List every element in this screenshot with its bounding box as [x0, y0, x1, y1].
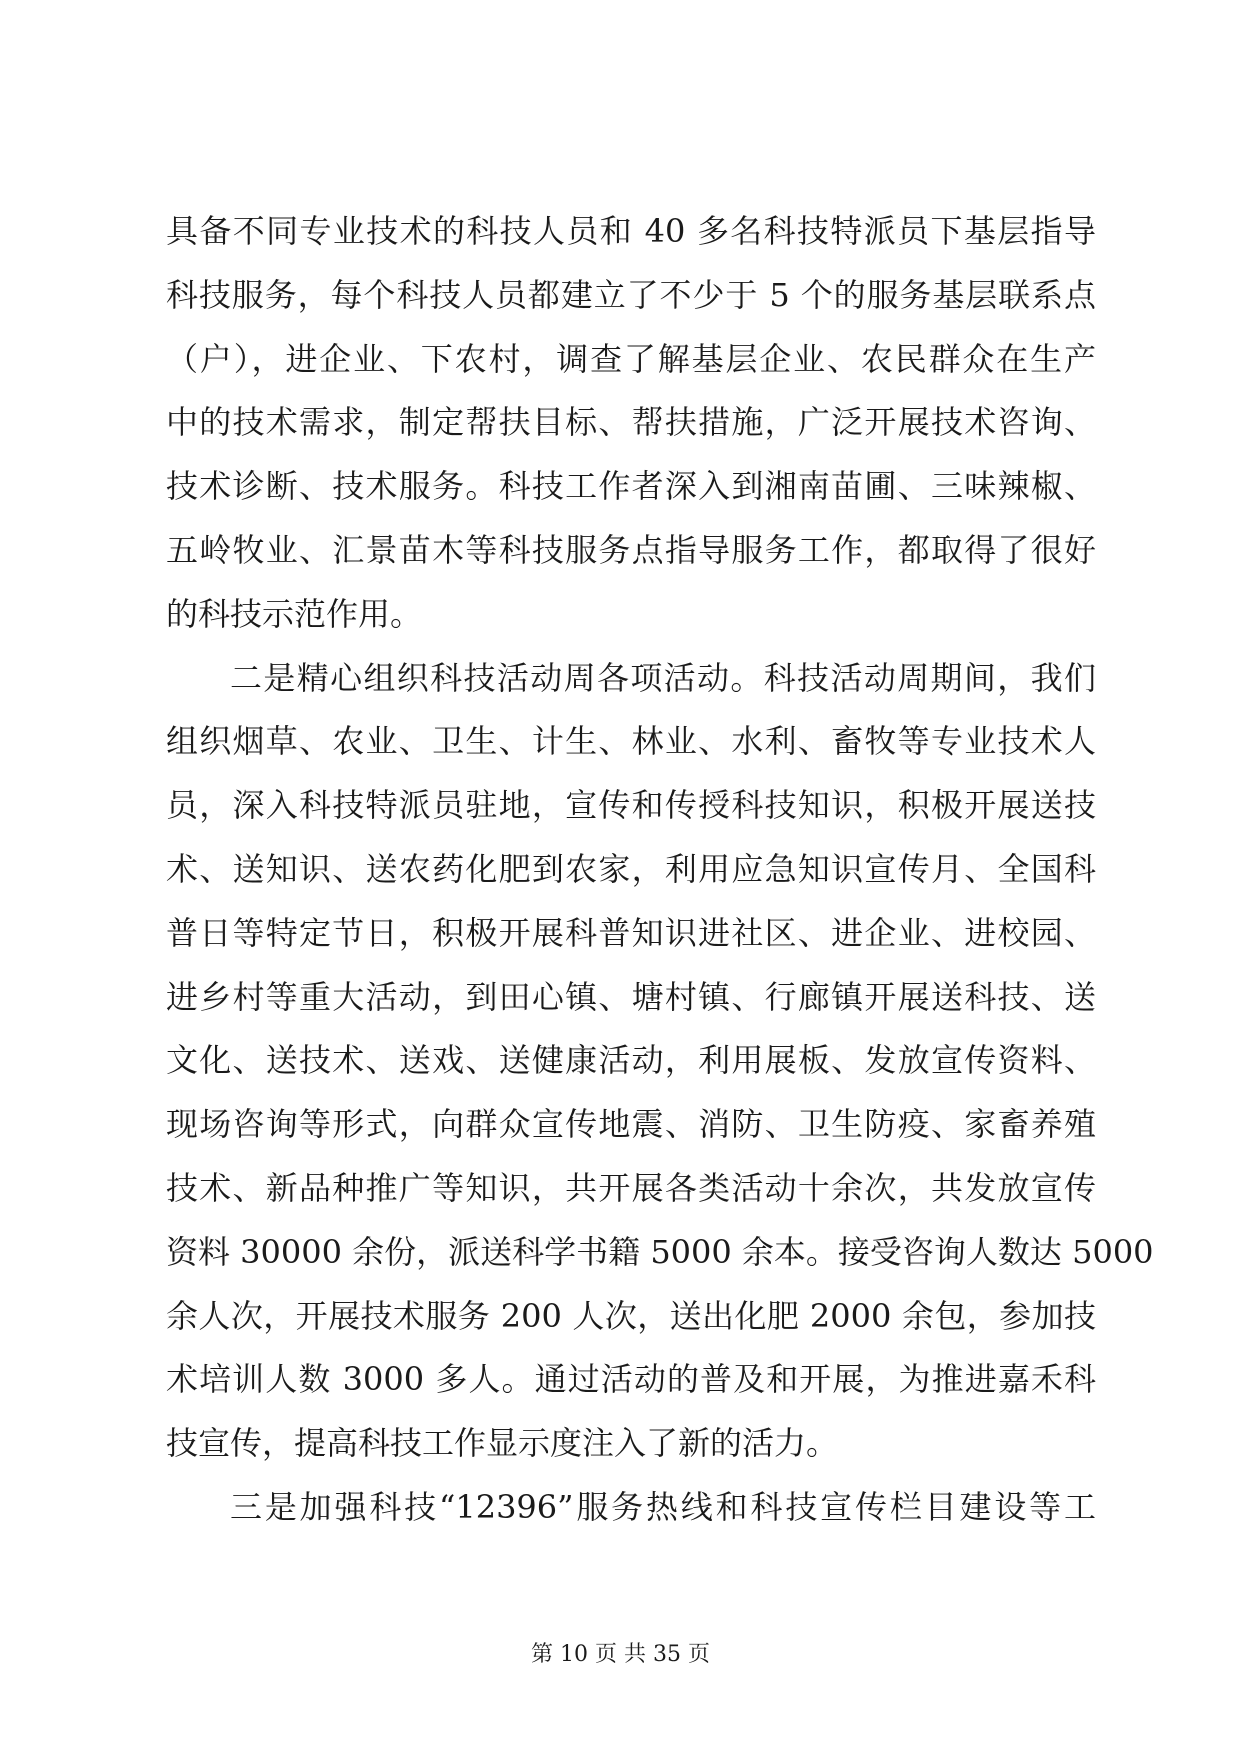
body-line-16: 技术、新品种推广等知识，共开展各类活动十余次，共发放宣传 [166, 1168, 1096, 1207]
body-line-7: 的科技示范作用。 [166, 594, 423, 633]
body-line-8: 二是精心组织科技活动周各项活动。科技活动周期间，我们 [230, 658, 1096, 697]
body-line-18: 余人次，开展技术服务 200 人次，送出化肥 2000 余包，参加技 [166, 1296, 1096, 1335]
body-line-11: 术、送知识、送农药化肥到农家，利用应急知识宣传月、全国科 [166, 849, 1096, 888]
page-number-label: 第 10 页 共 35 页 [531, 1642, 710, 1667]
body-line-19: 术培训人数 3000 多人。通过活动的普及和开展，为推进嘉禾科 [166, 1360, 1096, 1399]
page-footer [0, 1640, 1241, 1670]
body-line-15: 现场咨询等形式，向群众宣传地震、消防、卫生防疫、家畜养殖 [166, 1105, 1096, 1144]
body-line-12: 普日等特定节日，积极开展科普知识进社区、进企业、进校园、 [166, 913, 1096, 952]
body-line-1: 具备不同专业技术的科技人员和 40 多名科技特派员下基层指导 [166, 212, 1096, 250]
body-line-17: 资料 30000 余份，派送科学书籍 5000 余本。接受咨询人数达 5000 [166, 1232, 1154, 1271]
body-line-20: 技宣传，提高科技工作显示度注入了新的活力。 [166, 1424, 839, 1463]
body-line-13: 进乡村等重大活动，到田心镇、塘村镇、行廊镇开展送科技、送 [166, 977, 1096, 1016]
body-line-5: 技术诊断、技术服务。科技工作者深入到湘南苗圃、三味辣椒、 [166, 467, 1096, 506]
body-line-10: 员，深入科技特派员驻地，宣传和传授科技知识，积极开展送技 [166, 786, 1096, 825]
document-body [166, 200, 1154, 1540]
body-line-2: 科技服务，每个科技人员都建立了不少于 5 个的服务基层联系点 [166, 275, 1096, 314]
body-line-4: 中的技术需求，制定帮扶目标、帮扶措施，广泛开展技术咨询、 [166, 403, 1096, 442]
body-line-21: 三是加强科技“12396”服务热线和科技宣传栏目建设等工 [230, 1487, 1096, 1526]
body-line-3: （户），进企业、下农村，调查了解基层企业、农民群众在生产 [166, 339, 1096, 378]
body-line-6: 五岭牧业、汇景苗木等科技服务点指导服务工作，都取得了很好 [166, 530, 1096, 569]
body-line-9: 组织烟草、农业、卫生、计生、林业、水利、畜牧等专业技术人 [166, 722, 1096, 761]
body-line-14: 文化、送技术、送戏、送健康活动，利用展板、发放宣传资料、 [166, 1041, 1096, 1080]
